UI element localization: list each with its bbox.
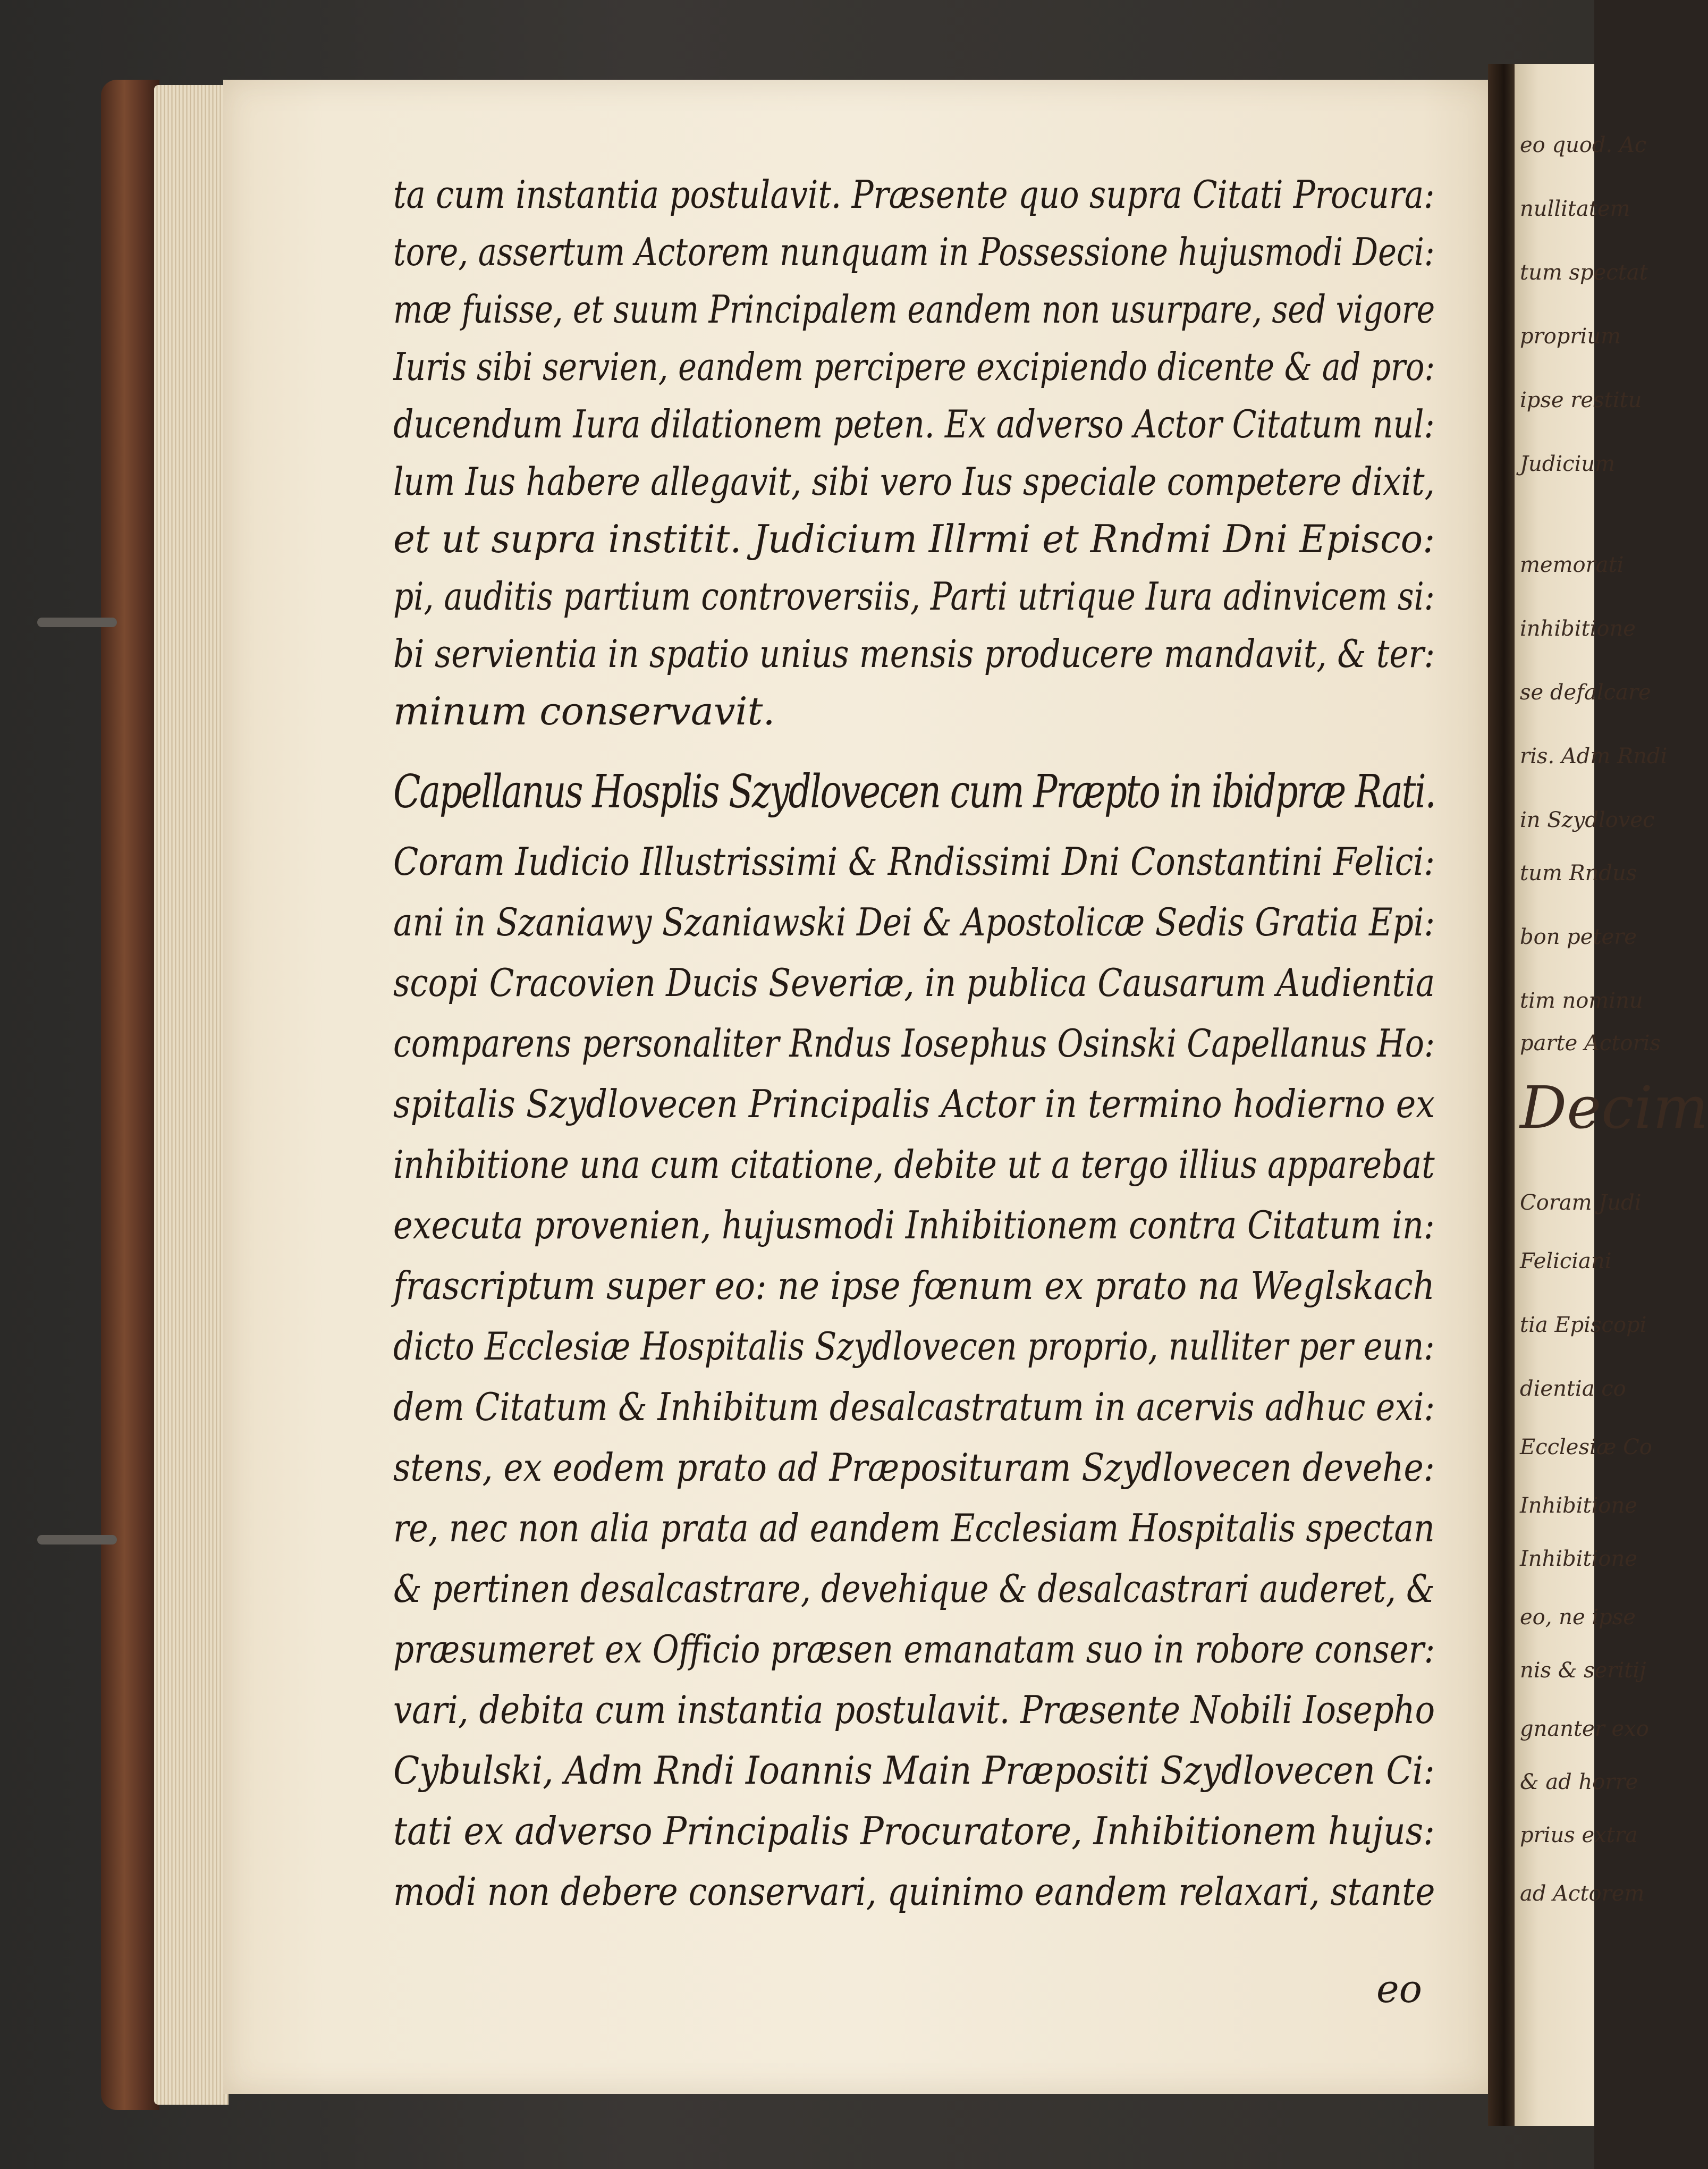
section-heading: Capellanus Hosplis Szydlovecen cum Præpto in ibidpræ Rati. (393, 765, 1435, 818)
facing-line: tum spectat (1520, 260, 1648, 285)
facing-line: & ad horre (1520, 1770, 1638, 1794)
facing-line: ad Actorem (1520, 1881, 1645, 1906)
text-line: spitalis Szydlovecen Principalis Actor in termino hodierno ex (393, 1082, 1435, 1126)
text-line: lum Ius habere allegavit, sibi vero Ius speciale competere dixit, (393, 459, 1435, 504)
text-line: dem Citatum & Inhibitum desalcastratum in acervis adhuc exi: (393, 1385, 1435, 1429)
facing-line: nis & seritij (1520, 1658, 1646, 1683)
text-line: bi servientia in spatio unius mensis producere mandavit, & ter: (393, 631, 1435, 676)
clasp-upper (37, 618, 117, 627)
facing-line: gnanter exo (1520, 1717, 1649, 1741)
text-line: inhibitione una cum citatione, debite ut a tergo illius apparebat (393, 1142, 1435, 1187)
facing-line: bon petere (1520, 925, 1637, 949)
text-line: modi non debere conservari, quinimo eandem relaxari, stante (393, 1869, 1435, 1914)
facing-heading: Decim (1520, 1074, 1708, 1142)
facing-line: inhibitione (1520, 617, 1636, 641)
facing-page (1515, 64, 1708, 2126)
text-line: minum conservavit. (393, 689, 775, 733)
paragraph-1 (393, 172, 1435, 749)
facing-line: memorati (1520, 553, 1624, 577)
page-edges (154, 85, 229, 2105)
text-line: frascriptum super eo: ne ipse fœnum ex prato na Weglskach (393, 1263, 1435, 1308)
text-line: dicto Ecclesiæ Hospitalis Szydlovecen proprio, nulliter per eun: (393, 1324, 1435, 1369)
facing-line: Inhibitione (1520, 1493, 1637, 1518)
text-line: vari, debita cum instantia postulavit. Præsente Nobili Iosepho (393, 1687, 1435, 1732)
text-line: Iuris sibi servien, eandem percipere excipiendo dicente & ad pro: (393, 344, 1435, 389)
facing-line: nullitatem (1520, 197, 1630, 221)
paragraph-2 (393, 839, 1435, 1933)
facing-line: parte Actoris (1520, 1031, 1661, 1056)
catchword: eo (1376, 1967, 1422, 2011)
facing-line: dientia co (1520, 1377, 1626, 1401)
text-line: præsumeret ex Officio præsen emanatam suo in robore conser: (393, 1627, 1435, 1672)
text-line: comparens personaliter Rndus Iosephus Osinski Capellanus Ho: (393, 1021, 1435, 1066)
text-line: Cybulski, Adm Rndi Ioannis Main Præpositi Szydlovecen Ci: (393, 1748, 1435, 1793)
text-line: stens, ex eodem prato ad Præposituram Szydlovecen devehe: (393, 1445, 1435, 1490)
facing-line: proprium (1520, 324, 1621, 349)
facing-line: eo, ne ipse (1520, 1605, 1636, 1630)
text-line: executa provenien, hujusmodi Inhibitionem contra Citatum in: (393, 1203, 1435, 1247)
facing-line: ipse restitu (1520, 388, 1642, 412)
text-line: tore, assertum Actorem nunquam in Possessione hujusmodi Deci: (393, 230, 1435, 274)
text-line: tati ex adverso Principalis Procuratore, Inhibitionem hujus: (393, 1809, 1435, 1853)
facing-line: Judicium (1520, 452, 1616, 476)
facing-line: ris. Adm Rndi (1520, 744, 1668, 769)
text-line: ducendum Iura dilationem peten. Ex adverso Actor Citatum nul: (393, 402, 1435, 446)
text-line: ta cum instantia postulavit. Præsente quo supra Citati Procura: (393, 172, 1435, 217)
facing-line: tia Episcopi (1520, 1313, 1647, 1337)
text-line: scopi Cracovien Ducis Severiæ, in publica Causarum Audientia (393, 960, 1435, 1005)
facing-line: in Szydlovec (1520, 808, 1655, 832)
facing-line: tim nominu (1520, 989, 1643, 1013)
text-line: mæ fuisse, et suum Principalem eandem non usurpare, sed vigore (393, 287, 1435, 332)
clasp-lower (37, 1535, 117, 1545)
text-line: ani in Szaniawy Szaniawski Dei & Apostolicæ Sedis Gratia Epi: (393, 900, 1435, 944)
facing-line: Inhibitione (1520, 1547, 1637, 1571)
text-line: et ut supra institit. Judicium Illrmi et Rndmi Dni Episco: (393, 517, 1435, 561)
facing-line: Coram Judi (1520, 1191, 1642, 1215)
facing-line: tum Rndus (1520, 861, 1637, 885)
facing-line: Ecclesiæ Co (1520, 1435, 1652, 1459)
facing-line: eo quod. Ac (1520, 133, 1647, 157)
text-line: pi, auditis partium controversiis, Parti utrique Iura adinvicem si: (393, 574, 1435, 619)
text-line: Coram Iudicio Illustrissimi & Rndissimi Dni Constantini Felici: (393, 839, 1435, 884)
text-line: re, nec non alia prata ad eandem Ecclesiam Hospitalis spectan (393, 1506, 1435, 1550)
text-line: & pertinen desalcastrare, devehique & desalcastrari auderet, & (393, 1566, 1435, 1611)
facing-line: prius extra (1520, 1823, 1638, 1847)
book-binding (101, 80, 159, 2110)
facing-line: Feliciani (1520, 1249, 1612, 1273)
facing-line: se defalcare (1520, 680, 1651, 705)
